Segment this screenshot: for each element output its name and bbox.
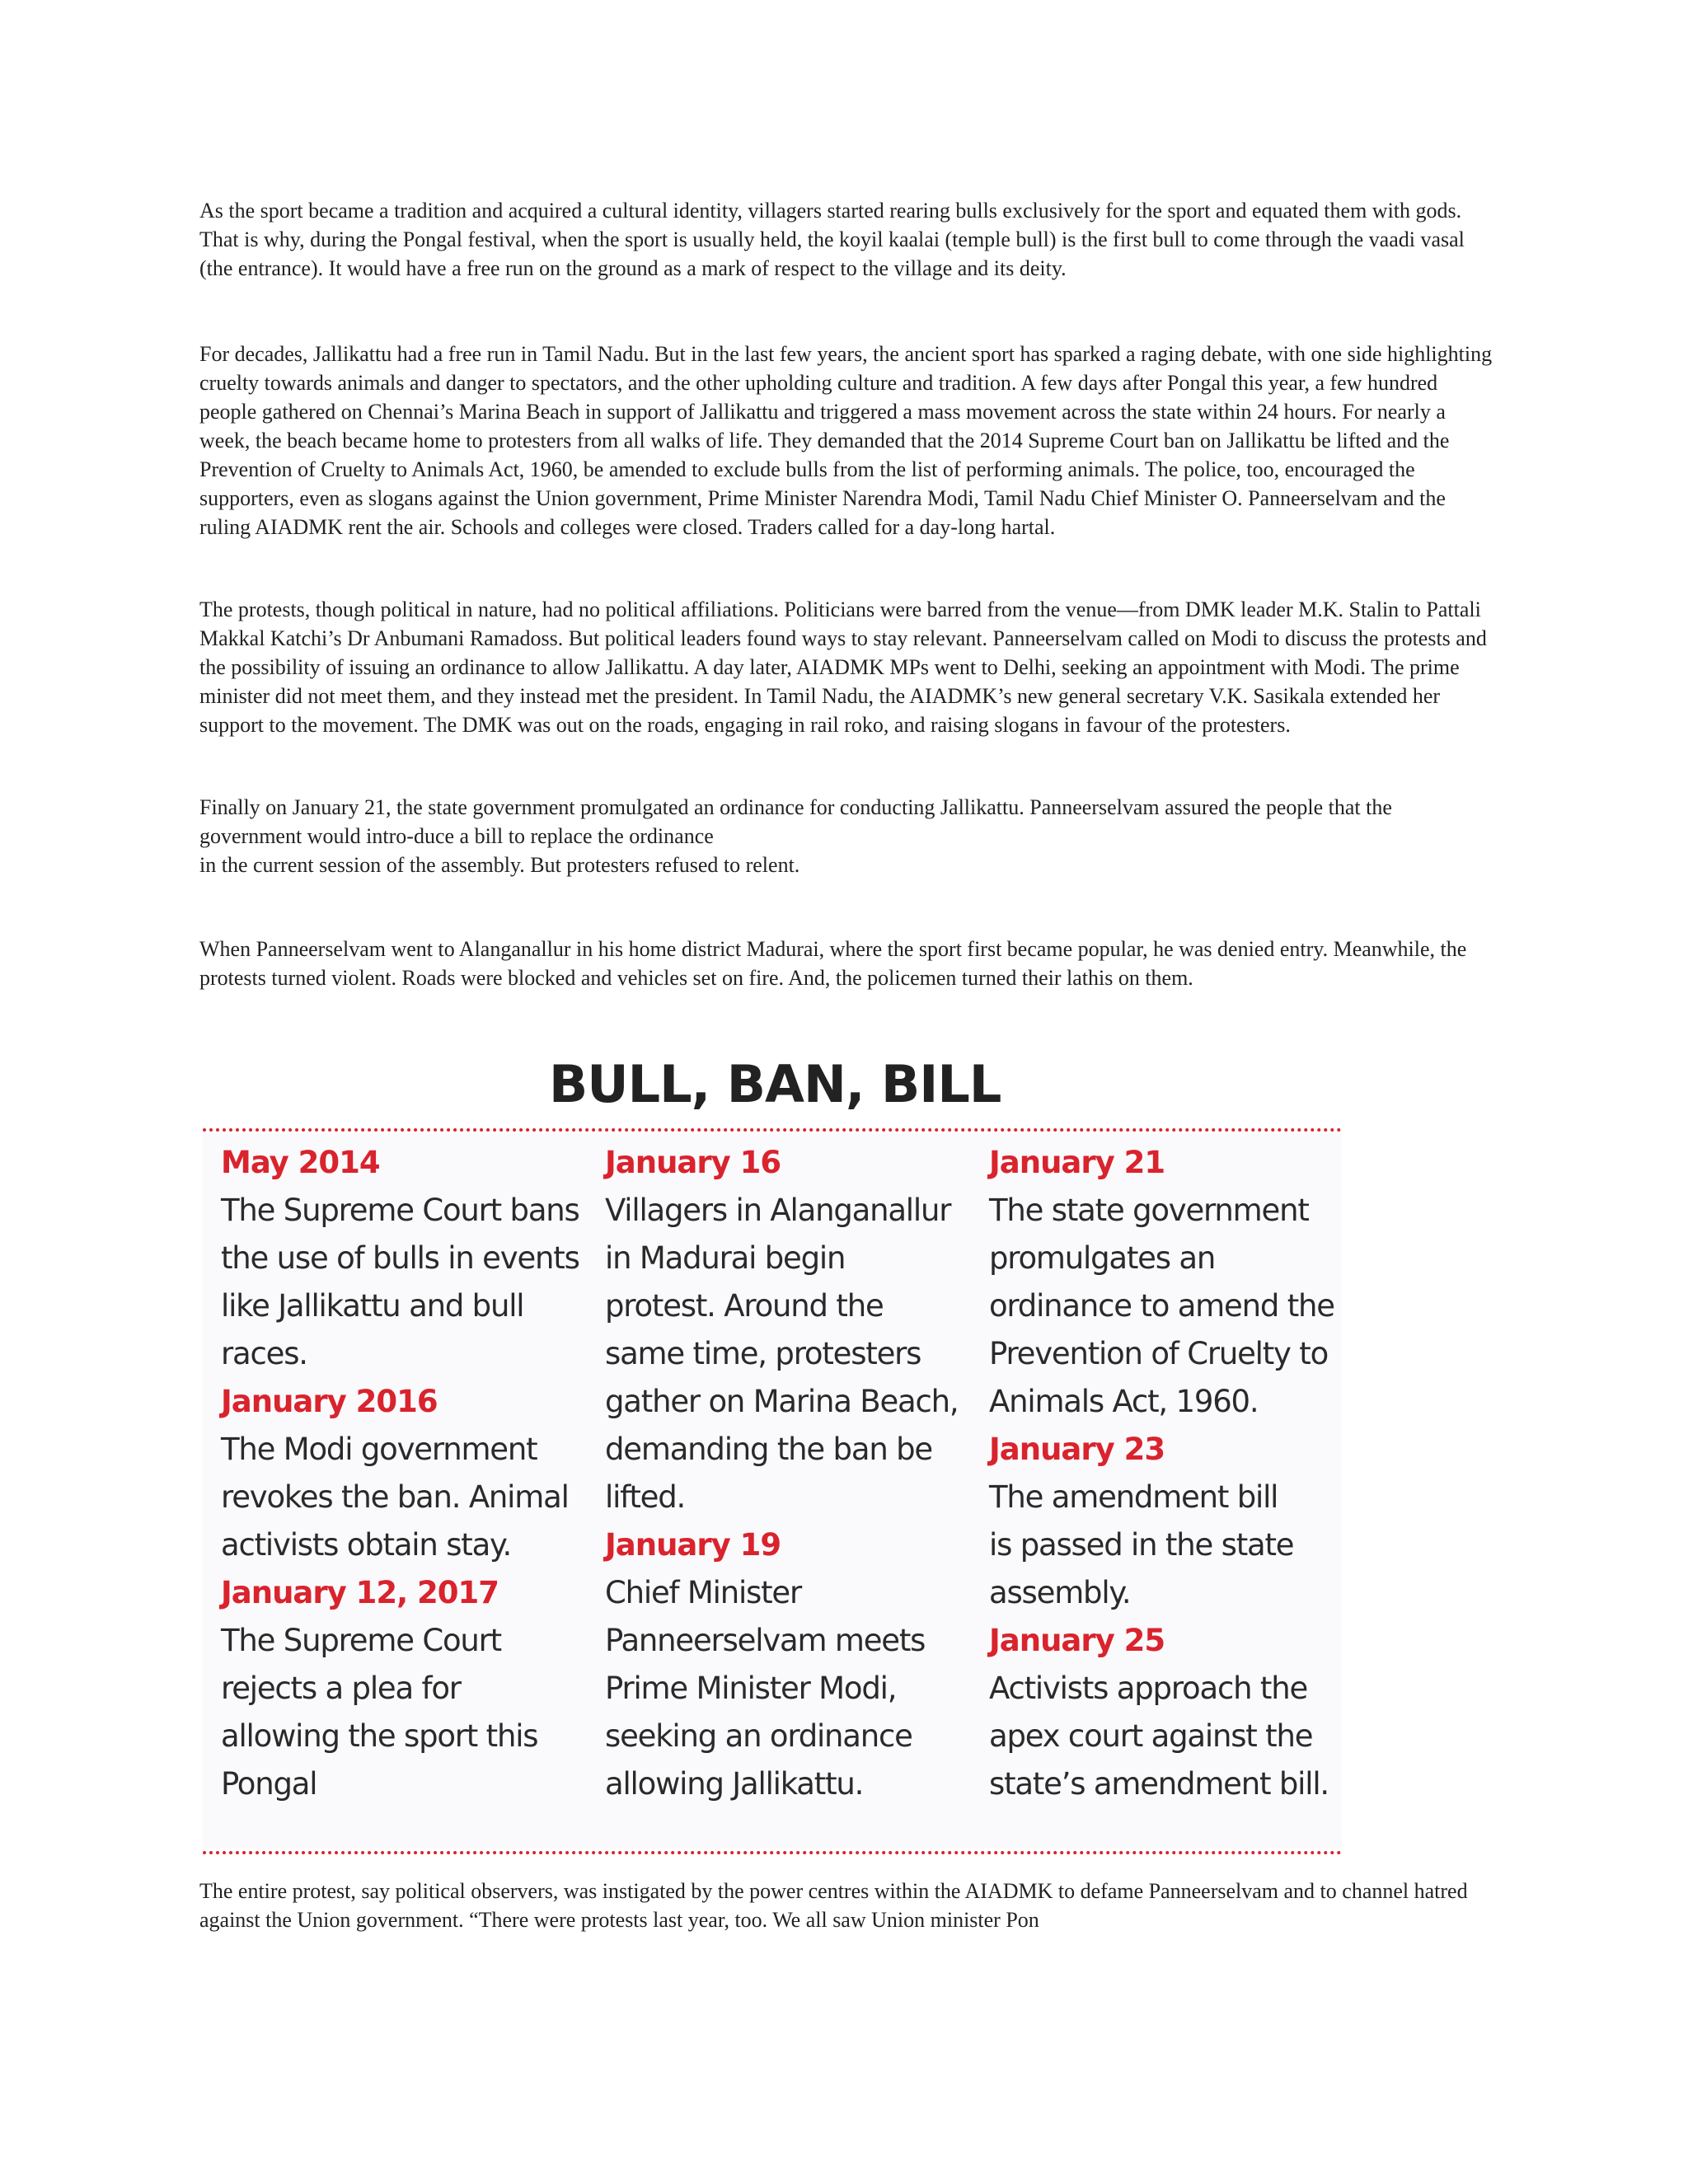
event-text-line: state’s amendment bill.	[989, 1766, 1329, 1802]
article-paragraph: When Panneerselvam went to Alanganallur in his home district Madurai, where the sport first became popular, he was denied entry. Meanwhile, the protests turned violent. Roads were blocked and vehicles set on fire. And, the policemen turned their lathis on them.	[199, 937, 1467, 990]
event-text-line: like Jallikattu and bull	[221, 1288, 524, 1324]
paragraph-line: Finally on January 21, the state government promulgated an ordinance for conducting Jallikattu. Panneerselvam assured the people that the government would intro-duce a bill to replace the ordinance	[199, 795, 1392, 848]
event-text-line: seeking an ordinance	[605, 1718, 912, 1754]
event-text-line: Villagers in Alanganallur	[605, 1193, 951, 1228]
timeline-column	[989, 1139, 1376, 1808]
article-paragraph: The protests, though political in nature, had no political affiliations. Politicians were barred from the venue—from DMK leader M.K. Stalin to Pattali Makkal Katchi’s Dr Anbumani Ramadoss. But political leaders found ways to stay relevant. Panneerselvam called on Modi to discuss the protests and the possibility of issuing an ordinance to allow Jallikattu. A day later, AIADMK MPs went to Delhi, seeking an appointment with Modi. The prime minister did not meet them, and they instead met the president. In Tamil Nadu, the AIADMK’s new general secretary V.K. Sasikala extended her support to the movement. The DMK was out on the roads, engaging in rail roko, and raising slogans in favour of the protesters.	[199, 598, 1487, 737]
event-date: January 25	[989, 1623, 1165, 1658]
event-date: May 2014	[221, 1145, 380, 1180]
dotted-divider	[203, 1851, 1342, 1854]
dotted-divider	[203, 1128, 1342, 1132]
event-text-line: allowing Jallikattu.	[605, 1766, 864, 1802]
event-text-line: Pongal	[221, 1766, 317, 1802]
event-text-line: Prime Minister Modi,	[605, 1671, 897, 1706]
event-text-line: The Supreme Court bans	[221, 1193, 579, 1228]
event-text-line: assembly.	[989, 1575, 1131, 1610]
event-text-line: The state government	[989, 1193, 1309, 1228]
event-date: January 12, 2017	[221, 1575, 499, 1610]
event-date: January 21	[989, 1145, 1165, 1180]
event-text-line: activists obtain stay.	[221, 1527, 512, 1563]
event-text-line: ordinance to amend the	[989, 1288, 1334, 1324]
event-text-line: same time, protesters	[605, 1336, 921, 1371]
event-text-line: revokes the ban. Animal	[221, 1479, 569, 1515]
event-text-line: The Modi government	[221, 1432, 537, 1467]
event-date: January 19	[605, 1527, 781, 1563]
article-paragraph: As the sport became a tradition and acquired a cultural identity, villagers started rearing bulls exclusively for the sport and equated them with gods. That is why, during the Pongal festival, when the sport is usually held, the koyil kaalai (temple bull) is the first bull to come through the vaadi vasal (the entrance). It would have a free run on the ground as a mark of respect to the village and its deity.	[199, 199, 1465, 280]
event-text-line: lifted.	[605, 1479, 686, 1515]
timeline-graphic	[203, 1055, 1342, 1858]
article-paragraph: For decades, Jallikattu had a free run in Tamil Nadu. But in the last few years, the ancient sport has sparked a raging debate, with one side highlighting cruelty towards animals and danger to spectators, and the other upholding culture and tradition. A few days after Pongal this year, a few hundred people gathered on Chennai’s Marina Beach in support of Jallikattu and triggered a mass movement across the state within 24 hours. For nearly a week, the beach became home to protesters from all walks of life. They demanded that the 2014 Supreme Court ban on Jallikattu be lifted and the Prevention of Cruelty to Animals Act, 1960, be amended to exclude bulls from the list of performing animals. The police, too, encouraged the supporters, even as slogans against the Union government, Prime Minister Narendra Modi, Tamil Nadu Chief Minister O. Panneerselvam and the ruling AIADMK rent the air. Schools and colleges were closed. Traders called for a day-long hartal.	[199, 342, 1493, 539]
event-text-line: gather on Marina Beach,	[605, 1384, 959, 1419]
event-text-line: the use of bulls in events	[221, 1240, 579, 1276]
event-text-line: races.	[221, 1336, 307, 1371]
event-text-line: promulgates an	[989, 1240, 1216, 1276]
event-text-line: Activists approach the	[989, 1671, 1308, 1706]
paragraph-line: in the current session of the assembly. But protesters refused to relent.	[199, 853, 800, 877]
event-date: January 23	[989, 1432, 1165, 1467]
article-paragraph: The entire protest, say political observers, was instigated by the power centres within the AIADMK to defame Panneerselvam and to channel hatred against the Union government. “There were protests last year, too. We all saw Union minister Pon	[199, 1879, 1468, 1932]
event-text-line: rejects a plea for	[221, 1671, 461, 1706]
event-text-line: Prevention of Cruelty to	[989, 1336, 1329, 1371]
event-text-line: demanding the ban be	[605, 1432, 932, 1467]
event-text-line: Animals Act, 1960.	[989, 1384, 1259, 1419]
event-date: January 2016	[221, 1384, 438, 1419]
event-text-line: allowing the sport this	[221, 1718, 538, 1754]
event-text-line: is passed in the state	[989, 1527, 1294, 1563]
event-text-line: Chief Minister	[605, 1575, 802, 1610]
event-text-line: The amendment bill	[989, 1479, 1278, 1515]
graphic-title: BULL, BAN, BILL	[549, 1054, 1001, 1114]
timeline-column	[605, 1139, 992, 1808]
event-text-line: The Supreme Court	[221, 1623, 501, 1658]
event-text-line: apex court against the	[989, 1718, 1313, 1754]
article-paragraph	[199, 793, 1495, 879]
event-text-line: protest. Around the	[605, 1288, 884, 1324]
event-date: January 16	[605, 1145, 781, 1180]
timeline-column	[221, 1139, 608, 1808]
event-text-line: Panneerselvam meets	[605, 1623, 926, 1658]
event-text-line: in Madurai begin	[605, 1240, 846, 1276]
